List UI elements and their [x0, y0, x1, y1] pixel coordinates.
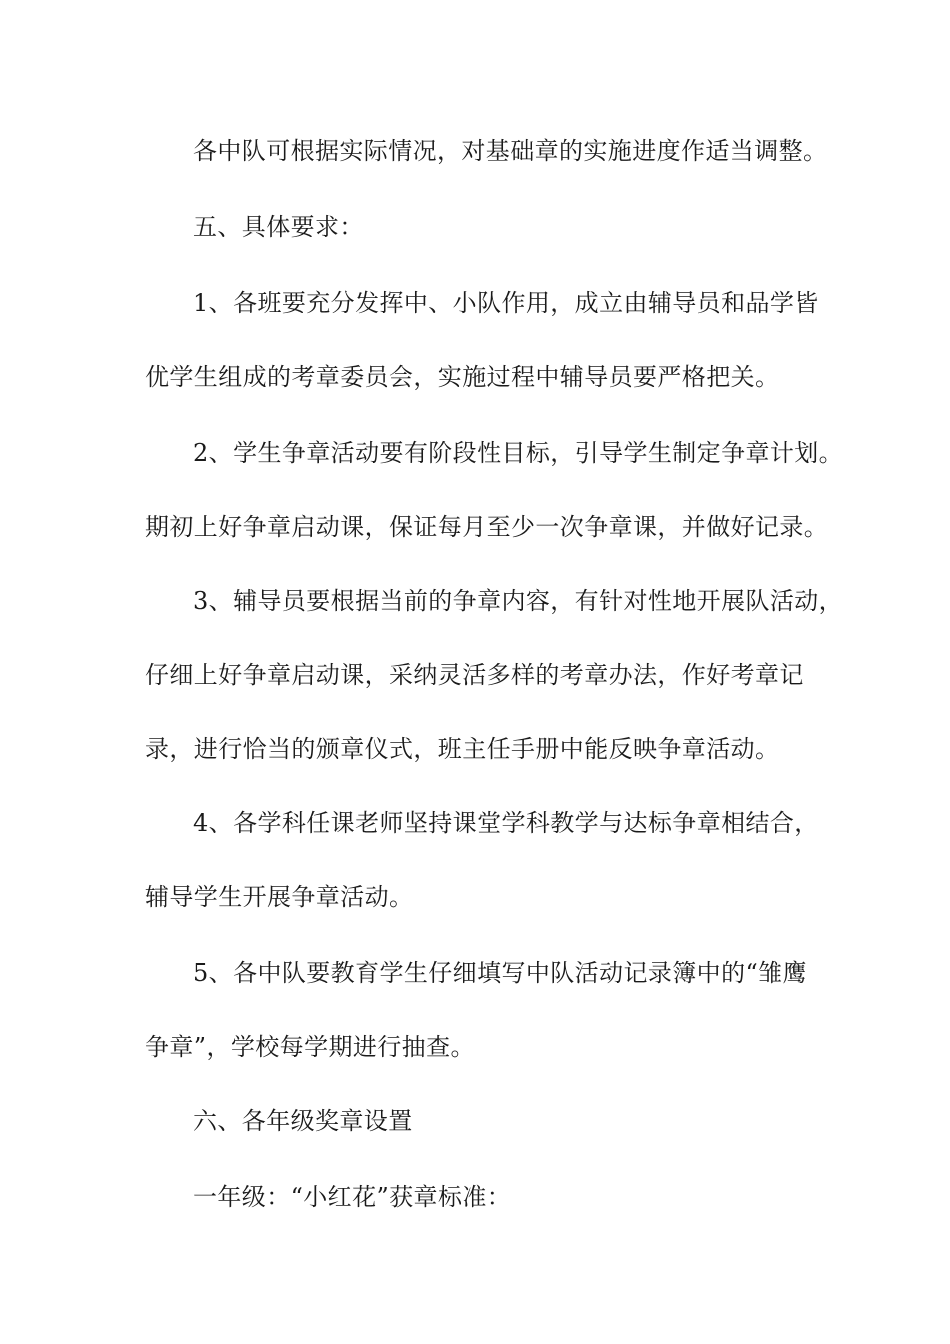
- paragraph-line: 1、各班要充分发挥中、小队作用，成立由辅导员和品学皆: [193, 289, 819, 317]
- paragraph-line: 争章”，学校每学期进行抽查。: [145, 1033, 475, 1061]
- paragraph-line: 一年级：“小红花”获章标准：: [193, 1183, 512, 1211]
- paragraph-line: 4、各学科任课老师坚持课堂学科教学与达标争章相结合，: [193, 809, 819, 837]
- paragraph-line: 2、学生争章活动要有阶段性目标，引导学生制定争章计划。: [193, 439, 844, 467]
- section-heading: 六、各年级奖章设置: [193, 1107, 413, 1135]
- paragraph-line: 各中队可根据实际情况，对基础章的实施进度作适当调整。: [193, 137, 828, 165]
- paragraph-line: 辅导学生开展争章活动。: [145, 883, 414, 911]
- paragraph-line: 5、各中队要教育学生仔细填写中队活动记录簿中的“雏鹰: [193, 959, 807, 987]
- paragraph-line: 期初上好争章启动课，保证每月至少一次争章课，并做好记录。: [145, 513, 829, 541]
- paragraph-line: 录，进行恰当的颁章仪式，班主任手册中能反映争章活动。: [145, 735, 780, 763]
- section-heading: 五、具体要求：: [193, 213, 364, 241]
- paragraph-line: 仔细上好争章启动课，采纳灵活多样的考章办法，作好考章记: [145, 661, 804, 689]
- paragraph-line: 优学生组成的考章委员会，实施过程中辅导员要严格把关。: [145, 363, 780, 391]
- paragraph-line: 3、辅导员要根据当前的争章内容，有针对性地开展队活动，: [193, 587, 844, 615]
